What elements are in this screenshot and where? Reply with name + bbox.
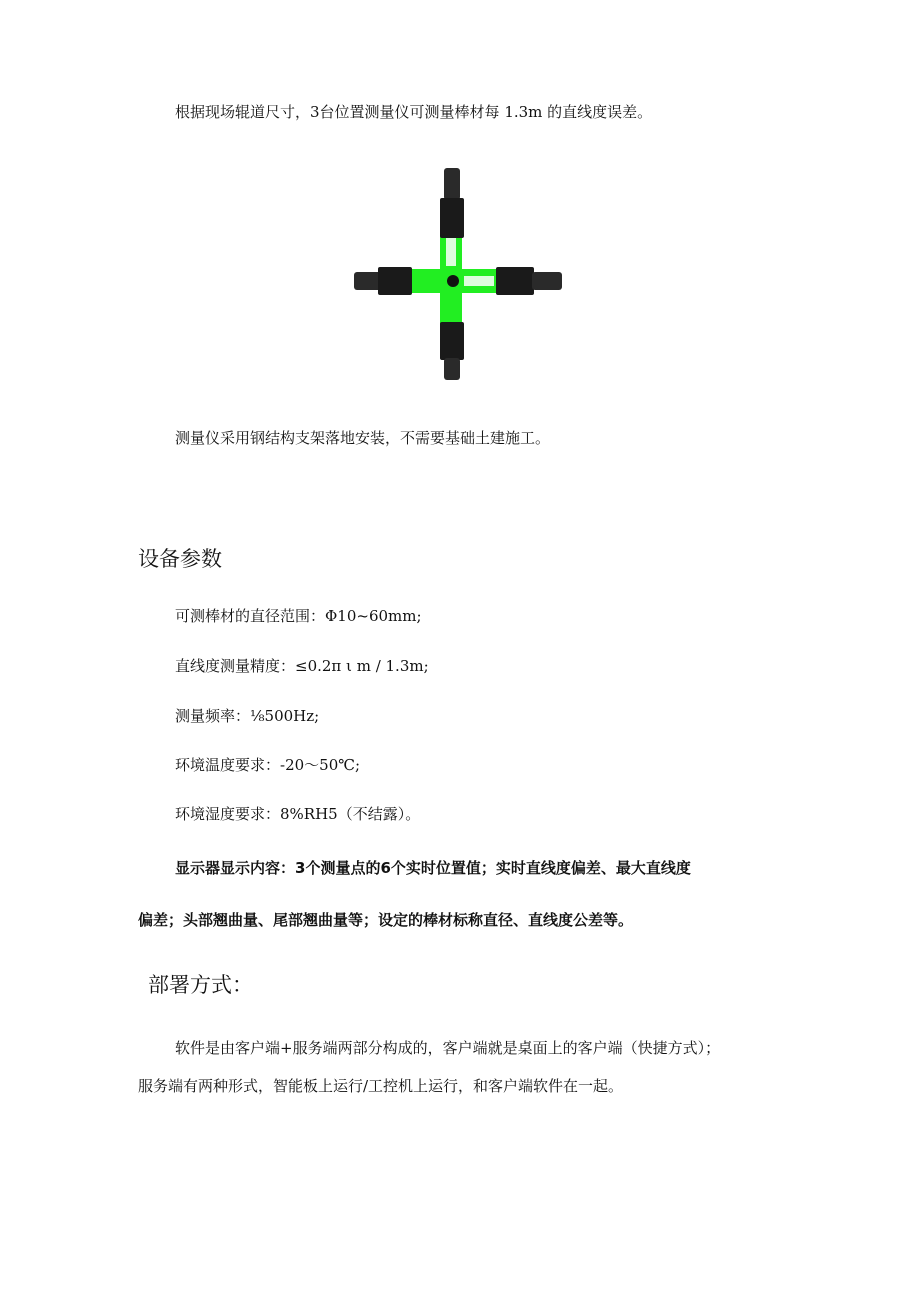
top-sensor bbox=[444, 168, 460, 200]
installation-paragraph: 测量仪采用钢结构支架落地安装，不需要基础土建施工。 bbox=[175, 429, 551, 447]
right-sensor bbox=[496, 267, 534, 295]
param-item: 测量频率：⅛500Hz; bbox=[175, 707, 320, 725]
measurement-instrument-figure bbox=[352, 166, 564, 382]
param-item: 环境温度要求：-20～50℃; bbox=[175, 756, 361, 774]
param-item: 可测棒材的直径范围：Φ10~60mm; bbox=[175, 607, 422, 625]
deploy-paragraph-line2: 服务端有两种形式，智能板上运行/工控机上运行，和客户端软件在一起。 bbox=[138, 1077, 624, 1095]
left-sensor bbox=[354, 272, 382, 290]
measurement-instrument-cross-icon bbox=[352, 166, 564, 382]
section-heading-params: 设备参数 bbox=[138, 547, 222, 571]
param-item: 直线度测量精度：≤0.2π ι m / 1.3m; bbox=[175, 657, 429, 675]
bottom-sensor bbox=[440, 322, 464, 360]
section-heading-deploy: 部署方式： bbox=[148, 973, 253, 997]
param-item: 环境湿度要求：8%RH5（不结露）。 bbox=[175, 805, 421, 823]
center-point bbox=[447, 275, 459, 287]
deploy-paragraph-line1: 软件是由客户端+服务端两部分构成的，客户端就是桌面上的客户端（快捷方式）； bbox=[175, 1039, 721, 1057]
display-content-line1: 显示器显示内容：3个测量点的6个实时位置值；实时直线度偏差、最大直线度 bbox=[175, 859, 691, 877]
intro-paragraph: 根据现场辊道尺寸，3台位置测量仪可测量棒材每 1.3m 的直线度误差。 bbox=[175, 103, 653, 121]
display-content-line2: 偏差；头部翘曲量、尾部翘曲量等；设定的棒材标称直径、直线度公差等。 bbox=[138, 911, 634, 929]
